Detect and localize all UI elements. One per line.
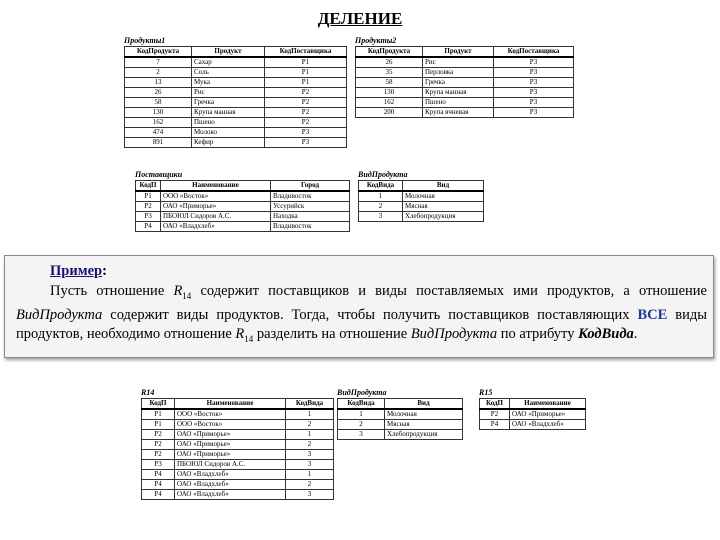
- table-cell: Крупа манная: [423, 88, 494, 98]
- table-cell: P3: [494, 78, 574, 88]
- table-row: [125, 138, 347, 148]
- table-cell: Находка: [271, 212, 350, 222]
- table-cell: P2: [265, 98, 347, 108]
- table-row: [338, 409, 463, 420]
- example-colon: :: [102, 263, 107, 279]
- table-cell: 58: [125, 98, 192, 108]
- column-header: Вид: [385, 399, 463, 410]
- table-cell: ОАО «Владхлеб»: [510, 420, 586, 430]
- table-cell: ОАО «Приморье»: [175, 450, 286, 460]
- table-cell: 3: [359, 212, 403, 222]
- table-row: [356, 78, 574, 88]
- table-row: [480, 409, 586, 420]
- suppliers-block: [135, 170, 350, 232]
- table-row: [142, 470, 334, 480]
- page-title: ДЕЛЕНИЕ: [317, 9, 403, 28]
- column-header: Продукт: [192, 47, 265, 58]
- table-row: [142, 409, 334, 420]
- column-header: КодВида: [359, 181, 403, 192]
- table-cell: 7: [125, 57, 192, 68]
- table-row: [125, 57, 347, 68]
- table-cell: ОАО «Владхлеб»: [175, 470, 286, 480]
- table-cell: 3: [286, 450, 334, 460]
- table-cell: 35: [356, 68, 423, 78]
- table-cell: Пшено: [192, 118, 265, 128]
- table-row: [359, 202, 484, 212]
- column-header: Наименование: [175, 399, 286, 410]
- table-cell: ОАО «Приморье»: [510, 409, 586, 420]
- table-row: [136, 202, 350, 212]
- table-cell: 2: [286, 420, 334, 430]
- table-cell: ОАО «Владхлеб»: [175, 480, 286, 490]
- table-cell: Владивосток: [271, 222, 350, 232]
- r14-block: [141, 388, 334, 500]
- table-cell: P3: [494, 108, 574, 118]
- products2-caption: Продукты2: [355, 36, 397, 45]
- table-cell: 58: [356, 78, 423, 88]
- table-cell: Гречка: [192, 98, 265, 108]
- table-cell: P3: [494, 57, 574, 68]
- table-row: [480, 420, 586, 430]
- table-cell: Крупа манная: [192, 108, 265, 118]
- table-cell: P1: [136, 191, 161, 202]
- table-row: [125, 88, 347, 98]
- table-cell: Уссурийск: [271, 202, 350, 212]
- table-cell: Кефир: [192, 138, 265, 148]
- table-row: [125, 78, 347, 88]
- table-cell: Гречка: [423, 78, 494, 88]
- r15-table: [479, 398, 586, 430]
- column-header: КодП: [142, 399, 175, 410]
- table-cell: P2: [142, 430, 175, 440]
- table-cell: Молочная: [385, 409, 463, 420]
- table-cell: P3: [265, 138, 347, 148]
- table-cell: P1: [142, 409, 175, 420]
- products2-table: [355, 46, 574, 118]
- products1-block: [124, 36, 347, 148]
- table-cell: Мука: [192, 78, 265, 88]
- table-row: [356, 88, 574, 98]
- example-text: Пусть отношение $R_{14}$ содержит поставщиков и виды поставляемых ими продуктов, а отношение ВидПродукта содержит виды продуктов. Тогда, чтобы получить поставщиков поставляющих ВСЕ виды продуктов, необходимо отношение $R_{14}$ разделить на отношение ВидПродукта по атрибуту КодВида.: [16, 282, 707, 345]
- table-cell: P2: [480, 409, 510, 420]
- table-cell: 162: [125, 118, 192, 128]
- product-types-caption: ВидПродукта: [358, 170, 408, 179]
- table-cell: P4: [480, 420, 510, 430]
- table-cell: P3: [494, 98, 574, 108]
- table-cell: Хлебопродукция: [385, 430, 463, 440]
- column-header: КодП: [480, 399, 510, 410]
- table-cell: 26: [125, 88, 192, 98]
- table-cell: 2: [359, 202, 403, 212]
- table-cell: Соль: [192, 68, 265, 78]
- table-row: [142, 480, 334, 490]
- product-types-block: [358, 170, 484, 222]
- r14-table: [141, 398, 334, 500]
- table-cell: ОАО «Приморье»: [175, 440, 286, 450]
- attribute-name: КодВида: [578, 326, 634, 343]
- example-panel: [4, 255, 714, 358]
- column-header: Продукт: [423, 47, 494, 58]
- table-row: [136, 222, 350, 232]
- table-cell: 162: [356, 98, 423, 108]
- table-cell: 2: [338, 420, 385, 430]
- table-cell: 3: [286, 490, 334, 500]
- column-header: КодПродукта: [125, 47, 192, 58]
- table-cell: ПБОЮЛ Сидоров А.С.: [161, 212, 271, 222]
- emphasis-all: ВСЕ: [637, 306, 668, 323]
- table-cell: Хлебопродукция: [403, 212, 484, 222]
- table-cell: 1: [286, 430, 334, 440]
- table-cell: 130: [125, 108, 192, 118]
- table-cell: P3: [494, 88, 574, 98]
- table-cell: P2: [136, 202, 161, 212]
- column-header: Город: [271, 181, 350, 192]
- example-heading: [16, 262, 707, 282]
- table-cell: Сахар: [192, 57, 265, 68]
- product-types2-table: [337, 398, 463, 440]
- column-header: Вид: [403, 181, 484, 192]
- table-cell: ООО «Восток»: [175, 420, 286, 430]
- table-row: [125, 98, 347, 108]
- table-cell: ООО «Восток»: [161, 191, 271, 202]
- table-cell: ООО «Восток»: [175, 409, 286, 420]
- table-row: [136, 191, 350, 202]
- column-header: КодП: [136, 181, 161, 192]
- table-cell: 26: [356, 57, 423, 68]
- table-cell: Рис: [423, 57, 494, 68]
- r14-caption: R14: [141, 388, 155, 397]
- table-row: [338, 430, 463, 440]
- table-cell: 1: [338, 409, 385, 420]
- table-cell: ОАО «Приморье»: [175, 430, 286, 440]
- table-cell: 1: [359, 191, 403, 202]
- table-row: [359, 212, 484, 222]
- table-row: [142, 440, 334, 450]
- table-cell: ОАО «Владхлеб»: [175, 490, 286, 500]
- table-cell: P4: [142, 490, 175, 500]
- table-cell: 3: [286, 460, 334, 470]
- table-cell: P2: [265, 108, 347, 118]
- table-row: [125, 68, 347, 78]
- column-header: Наименование: [510, 399, 586, 410]
- product-types2-caption: ВидПродукта: [337, 388, 387, 397]
- r15-caption: R15: [479, 388, 493, 397]
- table-cell: Пшено: [423, 98, 494, 108]
- product-types2-block: [337, 388, 463, 440]
- table-cell: P3: [494, 68, 574, 78]
- example-label: Пример: [50, 263, 103, 279]
- suppliers-caption: Поставщики: [135, 170, 183, 179]
- table-row: [338, 420, 463, 430]
- table-cell: ПБОЮЛ Сидоров А.С.: [175, 460, 286, 470]
- table-cell: P4: [142, 480, 175, 490]
- column-header: Наименование: [161, 181, 271, 192]
- table-row: [125, 118, 347, 128]
- table-cell: Молочная: [403, 191, 484, 202]
- table-row: [359, 191, 484, 202]
- column-header: КодВида: [338, 399, 385, 410]
- table-row: [125, 128, 347, 138]
- table-cell: 130: [356, 88, 423, 98]
- table-row: [142, 490, 334, 500]
- table-cell: ОАО «Приморье»: [161, 202, 271, 212]
- table-cell: P3: [136, 212, 161, 222]
- table-cell: ОАО «Владхлеб»: [161, 222, 271, 232]
- table-cell: Перловка: [423, 68, 494, 78]
- table-cell: 2: [286, 440, 334, 450]
- table-cell: P1: [265, 78, 347, 88]
- table-cell: Рис: [192, 88, 265, 98]
- table-cell: P4: [136, 222, 161, 232]
- table-cell: P3: [142, 460, 175, 470]
- table-cell: 2: [125, 68, 192, 78]
- table-row: [142, 460, 334, 470]
- table-cell: 1: [286, 470, 334, 480]
- table-cell: 13: [125, 78, 192, 88]
- column-header: КодПоставщика: [494, 47, 574, 58]
- table-cell: P1: [265, 68, 347, 78]
- table-row: [142, 420, 334, 430]
- table-cell: P1: [265, 57, 347, 68]
- table-cell: 1: [286, 409, 334, 420]
- table-row: [356, 68, 574, 78]
- table-cell: 474: [125, 128, 192, 138]
- column-header: КодПоставщика: [265, 47, 347, 58]
- product-types-table: [358, 180, 484, 222]
- products1-table: [124, 46, 347, 148]
- products1-caption: Продукты1: [124, 36, 166, 45]
- column-header: КодВида: [286, 399, 334, 410]
- products2-block: [355, 36, 574, 118]
- table-cell: P2: [265, 118, 347, 128]
- table-cell: 2: [286, 480, 334, 490]
- table-cell: Крупа ячневая: [423, 108, 494, 118]
- table-cell: P1: [142, 420, 175, 430]
- table-cell: 200: [356, 108, 423, 118]
- table-cell: P2: [142, 440, 175, 450]
- table-cell: 891: [125, 138, 192, 148]
- table-row: [136, 212, 350, 222]
- table-row: [142, 430, 334, 440]
- table-cell: P4: [142, 470, 175, 480]
- table-cell: Владивосток: [271, 191, 350, 202]
- suppliers-table: [135, 180, 350, 232]
- table-cell: P2: [265, 88, 347, 98]
- table-cell: Мясная: [403, 202, 484, 212]
- table-cell: P3: [265, 128, 347, 138]
- r15-block: [479, 388, 586, 430]
- table-cell: Мясная: [385, 420, 463, 430]
- column-header: КодПродукта: [356, 47, 423, 58]
- table-cell: 3: [338, 430, 385, 440]
- table-cell: Молоко: [192, 128, 265, 138]
- table-row: [125, 108, 347, 118]
- table-row: [142, 450, 334, 460]
- table-row: [356, 57, 574, 68]
- table-cell: P2: [142, 450, 175, 460]
- table-row: [356, 98, 574, 108]
- table-row: [356, 108, 574, 118]
